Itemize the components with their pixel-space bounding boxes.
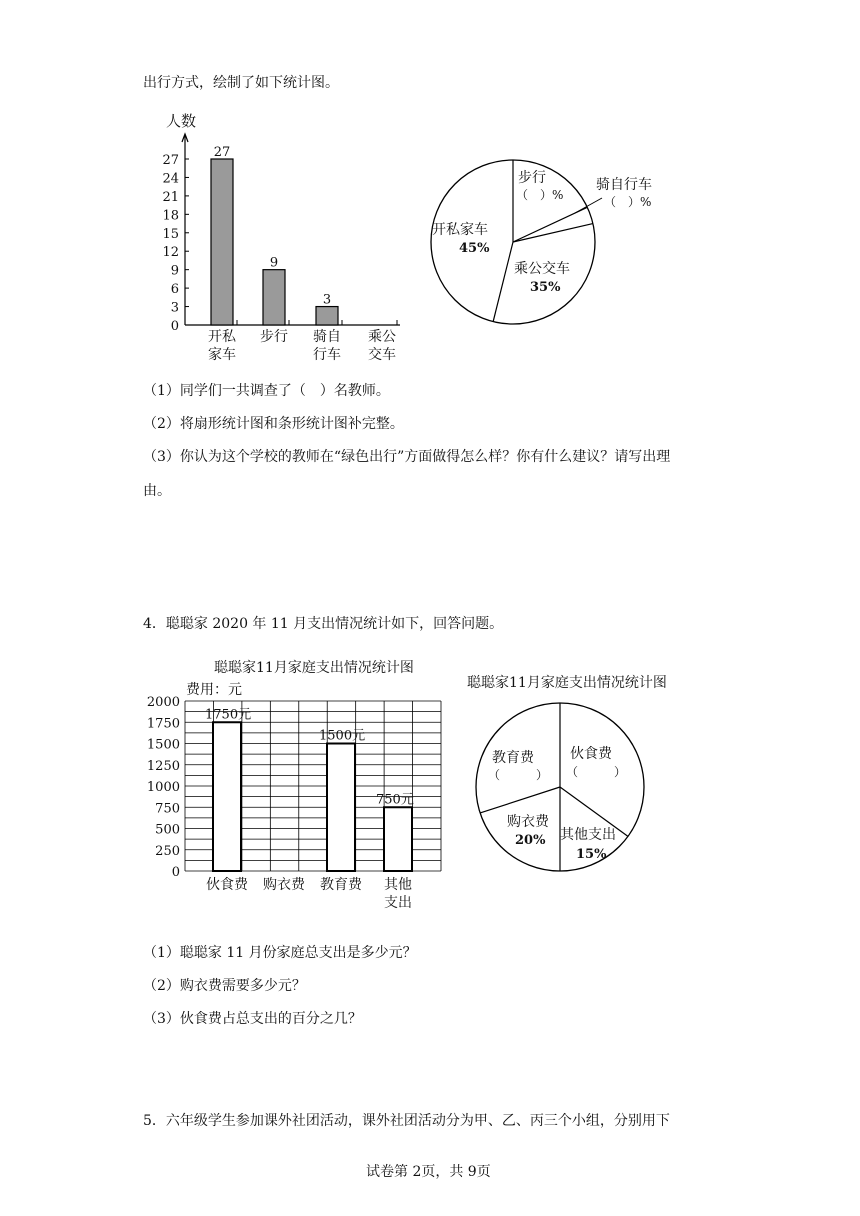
walk-percent: （ ）% [516,188,564,202]
q3-question-3: （3）你认为这个学校的教师在“绿色出行”方面做得怎么样？你有什么建议？请写出理 [143,449,671,465]
bar [211,159,233,325]
bar-value-label: 1500元 [319,728,366,744]
y-tick-label: 1250 [146,758,180,774]
category-label: 教育费 [320,877,362,893]
q3-question-2: （2）将扇形统计图和条形统计图补完整。 [143,416,404,432]
category-label: 家车 [208,347,236,363]
bar-value-label: 27 [213,145,231,160]
category-label: 步行 [260,329,288,345]
y-tick-label: 27 [162,153,179,168]
q4-bar-chart [147,659,441,911]
car-percent: 45% [459,241,490,256]
page-footer: 试卷第 2页，共 9页 [366,1164,491,1180]
category-label: 交车 [368,347,396,363]
y-tick-label: 0 [170,319,179,334]
edu-label: 教育费 [492,750,534,766]
category-label: 开私 [208,329,236,345]
clothing-percent: 20% [515,833,546,848]
q4-question-3: （3）伙食费占总支出的百分之几？ [143,1011,362,1027]
chart-title: 聪聪家11月家庭支出情况统计图 [467,675,667,691]
bus-percent: 35% [530,280,561,295]
y-tick-label: 15 [162,226,179,242]
y-tick-label: 18 [162,208,179,224]
bus-label: 乘公交车 [514,261,570,277]
q3-question-3-cont: 由。 [143,483,171,499]
category-label: 购衣费 [263,877,305,893]
y-tick-label: 0 [171,865,180,880]
y-tick-label: 1000 [146,780,180,795]
y-tick-label: 500 [155,822,180,838]
category-label: 行车 [313,347,341,363]
bike-label: 骑自行车 [596,177,652,193]
bike-percent: （ ）% [604,195,652,209]
other-percent: 15% [576,847,607,862]
bar [316,307,338,325]
edu-percent: （ ） [488,768,549,782]
y-tick-label: 3 [170,300,179,316]
bar-value-label: 9 [269,255,279,271]
y-axis-label: 人数 [166,112,197,130]
intro-line: 出行方式，绘制了如下统计图。 [143,75,339,91]
food-label: 伙食费 [570,746,612,762]
bar [213,722,241,871]
category-label: 骑自 [313,329,341,345]
bar [263,270,285,325]
y-tick-label: 24 [162,171,179,187]
y-tick-label: 21 [162,189,179,205]
other-label: 其他支出 [560,827,616,843]
category-label: 支出 [384,895,412,911]
y-tick-label: 1750 [146,716,180,732]
q3-question-1: （1）同学们一共调查了（ ）名教师。 [143,383,390,399]
walk-label: 步行 [518,170,546,186]
y-tick-label: 9 [170,263,179,279]
bar-value-label: 3 [322,292,332,308]
food-percent: （ ） [566,765,627,779]
car-label: 开私家车 [432,222,488,238]
q4-question-1: （1）聪聪家 11 月份家庭总支出是多少元？ [143,945,417,961]
bar-value-label: 1750元 [205,707,252,723]
y-tick-label: 250 [155,843,180,859]
y-tick-label: 1500 [146,737,180,753]
clothing-label: 购衣费 [507,814,549,830]
category-label: 乘公 [368,329,396,345]
y-tick-label: 2000 [146,695,180,710]
chart-title: 聪聪家11月家庭支出情况统计图 [214,660,414,676]
q4-pie-chart [467,674,667,871]
y-axis-label: 费用：元 [186,682,242,698]
q3-pie-chart [431,160,652,324]
y-tick-label: 750 [155,801,180,817]
category-label: 其他 [384,877,412,893]
category-label: 伙食费 [206,877,248,893]
q3-bar-chart [162,112,400,363]
bar [327,744,355,872]
q5-heading: 5．六年级学生参加课外社团活动，课外社团活动分为甲、乙、丙三个小组，分别用下 [143,1113,670,1129]
q4-question-2: （2）购衣费需要多少元？ [143,978,306,994]
q4-heading: 4．聪聪家 2020 年 11 月支出情况统计如下，回答问题。 [143,616,504,632]
bar-value-label: 750元 [376,792,414,808]
y-tick-label: 6 [170,282,179,298]
y-tick-label: 12 [162,245,179,261]
bar [384,807,412,871]
